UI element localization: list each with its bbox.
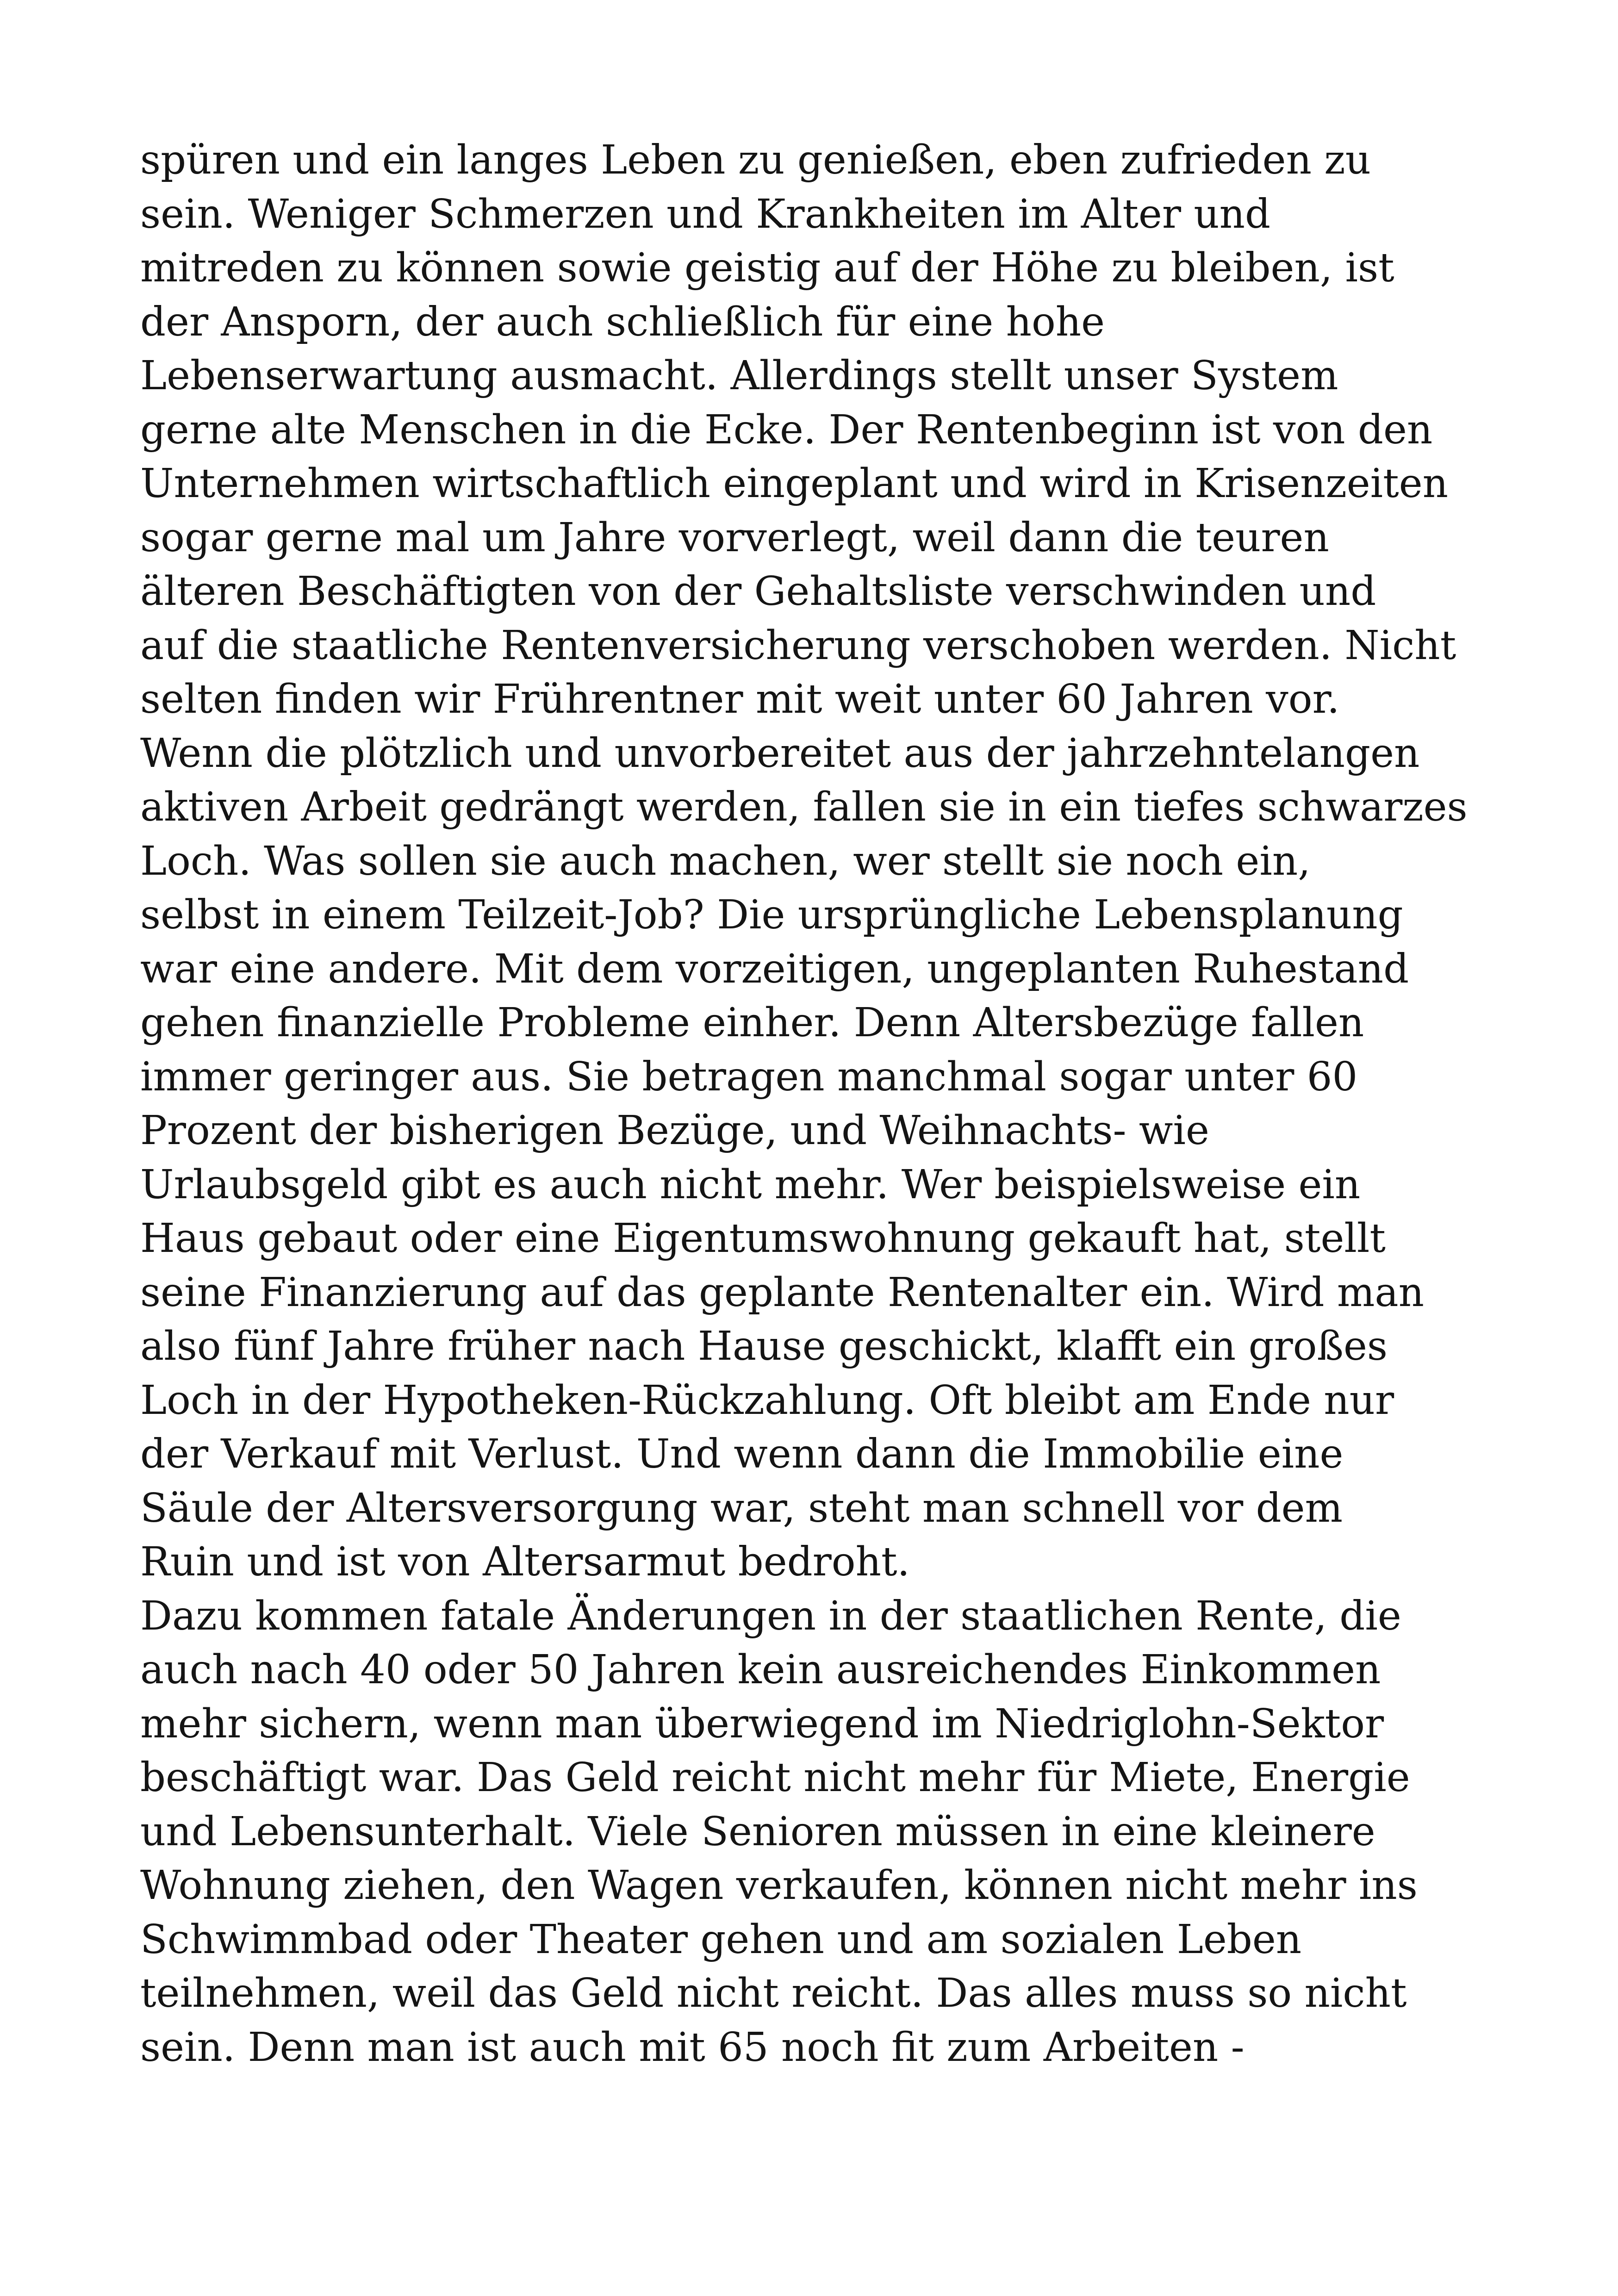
text-line: spüren und ein langes Leben zu genießen, eben zufrieden zu	[140, 137, 1371, 183]
text-line: Wenn die plötzlich und unvorbereitet aus der jahrzehntelangen	[140, 730, 1420, 777]
text-line: Prozent der bisherigen Bezüge, und Weihnachts- wie	[140, 1108, 1209, 1154]
text-line: Dazu kommen fatale Änderungen in der staatlichen Rente, die	[140, 1593, 1401, 1639]
text-line: also fünf Jahre früher nach Hause geschickt, klafft ein großes	[140, 1323, 1388, 1369]
text-line: der Verkauf mit Verlust. Und wenn dann die Immobilie eine	[140, 1431, 1344, 1477]
text-line: mehr sichern, wenn man überwiegend im Niedriglohn-Sektor	[140, 1700, 1384, 1747]
text-line: sein. Weniger Schmerzen und Krankheiten im Alter und	[140, 191, 1271, 237]
text-line: war eine andere. Mit dem vorzeitigen, ungeplanten Ruhestand	[140, 946, 1409, 992]
text-line: Loch. Was sollen sie auch machen, wer stellt sie noch ein,	[140, 838, 1311, 884]
text-line: beschäftigt war. Das Geld reicht nicht mehr für Miete, Energie	[140, 1755, 1410, 1801]
text-line: selten finden wir Frührentner mit weit unter 60 Jahren vor.	[140, 676, 1340, 722]
text-line: Unternehmen wirtschaftlich eingeplant und wird in Krisenzeiten	[140, 460, 1448, 507]
text-line: Ruin und ist von Altersarmut bedroht.	[140, 1539, 910, 1585]
text-line: gerne alte Menschen in die Ecke. Der Rentenbeginn ist von den	[140, 406, 1433, 453]
text-line: Säule der Altersversorgung war, steht man schnell vor dem	[140, 1485, 1343, 1531]
text-line: Haus gebaut oder eine Eigentumswohnung gekauft hat, stellt	[140, 1215, 1386, 1262]
text-line: Loch in der Hypotheken-Rückzahlung. Oft bleibt am Ende nur	[140, 1377, 1394, 1424]
text-line: und Lebensunterhalt. Viele Senioren müssen in eine kleinere	[140, 1808, 1375, 1855]
text-line: aktiven Arbeit gedrängt werden, fallen sie in ein tiefes schwarzes	[140, 784, 1468, 830]
text-line: seine Finanzierung auf das geplante Rentenalter ein. Wird man	[140, 1269, 1425, 1316]
text-line: Urlaubsgeld gibt es auch nicht mehr. Wer beispielsweise ein	[140, 1161, 1361, 1208]
text-line: gehen finanzielle Probleme einher. Denn Altersbezüge fallen	[140, 1000, 1364, 1046]
text-line: der Ansporn, der auch schließlich für eine hohe	[140, 299, 1105, 345]
text-line: sogar gerne mal um Jahre vorverlegt, weil dann die teuren	[140, 514, 1329, 561]
text-line: teilnehmen, weil das Geld nicht reicht. Das alles muss so nicht	[140, 1970, 1407, 2016]
text-line: auch nach 40 oder 50 Jahren kein ausreichendes Einkommen	[140, 1647, 1381, 1693]
text-line: Wohnung ziehen, den Wagen verkaufen, können nicht mehr ins	[140, 1862, 1418, 1909]
body-text	[140, 133, 1529, 2074]
text-line: mitreden zu können sowie geistig auf der Höhe zu bleiben, ist	[140, 245, 1394, 291]
text-line: immer geringer aus. Sie betragen manchmal sogar unter 60	[140, 1053, 1358, 1100]
text-line: sein. Denn man ist auch mit 65 noch fit zum Arbeiten -	[140, 2024, 1245, 2071]
text-line: selbst in einem Teilzeit-Job? Die ursprüngliche Lebensplanung	[140, 892, 1403, 938]
text-line: Schwimmbad oder Theater gehen und am sozialen Leben	[140, 1916, 1302, 1963]
text-line: älteren Beschäftigten von der Gehaltsliste verschwinden und	[140, 568, 1376, 615]
text-line: Lebenserwartung ausmacht. Allerdings stellt unser System	[140, 353, 1338, 399]
text-line: auf die staatliche Rentenversicherung verschoben werden. Nicht	[140, 622, 1456, 669]
